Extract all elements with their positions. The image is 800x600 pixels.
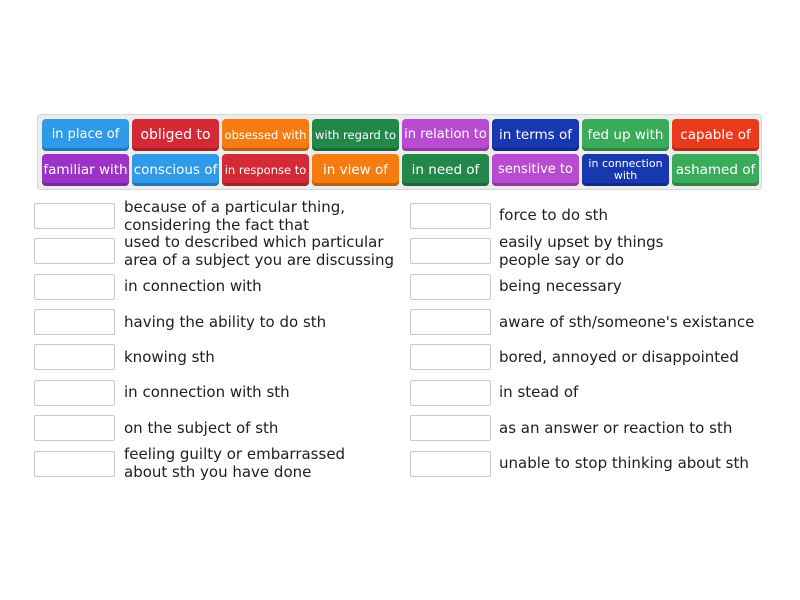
answer-tile[interactable]: ashamed of [672, 154, 759, 186]
drop-slot[interactable] [34, 238, 115, 264]
answer-tile[interactable]: conscious of [132, 154, 219, 186]
drop-slot[interactable] [410, 380, 491, 406]
clue-text: in stead of [499, 383, 579, 401]
drop-slot[interactable] [34, 344, 115, 370]
clue-text: as an answer or reaction to sth [499, 419, 733, 437]
drop-slot[interactable] [34, 309, 115, 335]
answer-tile[interactable]: familiar with [42, 154, 129, 186]
clue-text: easily upset by things people say or do [499, 233, 664, 269]
answer-tile[interactable]: in view of [312, 154, 399, 186]
answer-tile[interactable]: in relation to [402, 119, 489, 151]
answer-tile[interactable]: in terms of [492, 119, 579, 151]
clue-text: unable to stop thinking about sth [499, 454, 749, 472]
clue-text: on the subject of sth [124, 419, 279, 437]
drop-slot[interactable] [34, 380, 115, 406]
answer-tile[interactable]: fed up with [582, 119, 669, 151]
clue-text: bored, annoyed or disappointed [499, 348, 739, 366]
drop-slot[interactable] [410, 274, 491, 300]
drop-slot[interactable] [410, 203, 491, 229]
answer-tile[interactable]: capable of [672, 119, 759, 151]
drop-slot[interactable] [410, 451, 491, 477]
answer-tile[interactable]: in place of [42, 119, 129, 151]
clue-text: aware of sth/someone's existance [499, 313, 755, 331]
answer-tile[interactable]: in need of [402, 154, 489, 186]
clue-text: because of a particular thing, considering the fact that [124, 198, 346, 234]
drop-slot[interactable] [34, 274, 115, 300]
drop-slot[interactable] [410, 238, 491, 264]
clue-text: in connection with [124, 277, 262, 295]
drop-slot[interactable] [34, 203, 115, 229]
clue-text: feeling guilty or embarrassed about sth you have done [124, 445, 346, 481]
drop-slot[interactable] [410, 344, 491, 370]
clue-text: force to do sth [499, 206, 609, 224]
clue-text: having the ability to do sth [124, 313, 327, 331]
answer-tile[interactable]: obliged to [132, 119, 219, 151]
drop-slot[interactable] [34, 451, 115, 477]
answer-tile[interactable]: with regard to [312, 119, 399, 151]
drop-slot[interactable] [410, 309, 491, 335]
drop-slot[interactable] [410, 415, 491, 441]
answer-tile[interactable]: in response to [222, 154, 309, 186]
answer-tiles-panel [37, 114, 762, 190]
clue-text: used to described which particular area of a subject you are discussing [124, 233, 394, 269]
answer-tile[interactable]: in connection with [582, 154, 669, 186]
clue-text: knowing sth [124, 348, 215, 366]
answer-tile[interactable]: sensitive to [492, 154, 579, 186]
drop-slot[interactable] [34, 415, 115, 441]
clue-text: being necessary [499, 277, 622, 295]
answer-tile[interactable]: obsessed with [222, 119, 309, 151]
clue-text: in connection with sth [124, 383, 290, 401]
